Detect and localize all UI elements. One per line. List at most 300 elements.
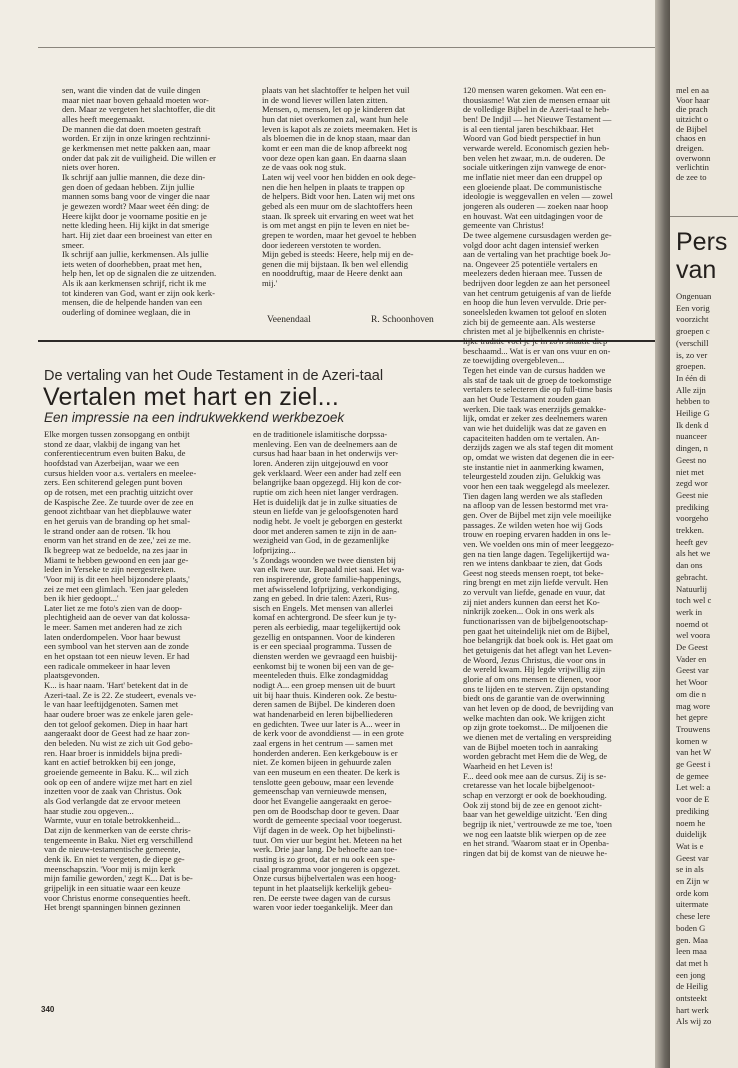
text-line: toch wel c	[676, 595, 712, 606]
text-line: die prach	[676, 104, 708, 115]
text-line: Woord van God biedt perspectief in hun	[463, 133, 601, 144]
text-line: denk ik. En niet te vergeten, de diepe ge-	[44, 853, 185, 864]
text-line: derzijds zagen we als staf tegen dit moment	[463, 442, 614, 453]
text-line: noemd ot	[676, 618, 709, 629]
text-line: beschaamd... Wat is er van ons vuur en on-	[463, 345, 611, 356]
text-line: eenkomst bij te wonen bij een van de ge-	[253, 660, 394, 671]
text-line: ren we intens dankbaar te zien, dat Gods	[463, 558, 603, 569]
text-line: mel en aa	[676, 85, 709, 95]
text-line: mijn familie geworden,' zegt K... Dat is be-	[44, 873, 193, 884]
text-line: en nooddruftig, maar de Heere denkt aan	[262, 268, 403, 279]
text-line: als God verlangde dat ze ervoor meteen	[44, 795, 181, 806]
text-line: tepunt in het plaatselijk kerkelijk gebeu-	[253, 882, 392, 893]
text-line: ouderling of dominee weglaan, die in	[62, 307, 191, 318]
text-line: dreigen.	[676, 142, 704, 153]
text-line: worden gebracht met Hem die de Weg, de	[463, 751, 608, 762]
text-line: Mijn gebed is steeds: Heere, help mij en de-	[262, 249, 414, 260]
text-line: grepen te worden, maar het gevoel te hebben	[262, 229, 417, 240]
text-line: pen om de Boodschap door te geven. Daar	[253, 805, 400, 816]
text-line: het Woor	[676, 677, 708, 688]
text-line: en het strand. 'Waarom staat er in Openba-	[463, 838, 609, 849]
text-line: In één di	[676, 372, 707, 383]
text-line: overwonn	[676, 152, 711, 163]
text-line: Geest var	[676, 852, 709, 863]
text-line: we nog een laatste blik wierpen op de zee	[463, 828, 607, 839]
text-line: niets over horen.	[62, 162, 120, 173]
text-line: is al een tiental jaren beschikbaar. Het	[463, 123, 594, 134]
text-line: iets weten of doorhebben, praat met hen,	[62, 258, 202, 269]
text-line: zaal ergens in het centrum — samen met	[253, 738, 393, 748]
text-line: Pers	[676, 228, 728, 256]
text-line: jongeren als ouderen — zoeken naar hoop	[463, 200, 609, 211]
article-column-2	[253, 430, 456, 1010]
text-line: ring brengt en met zijn liefde vervult. Hen	[463, 577, 609, 588]
text-line: ze de vaas ook nog stuk.	[262, 162, 347, 173]
text-line: Het brengt spanningen binnen gezinnen	[44, 902, 181, 913]
text-line: welke machten dan ook. We krijgen zicht	[463, 712, 606, 723]
text-line: meenteleden thuis. Elke zondagmiddag	[253, 670, 389, 681]
text-line: de Bijbel	[676, 123, 708, 134]
text-line: voorgeho	[676, 513, 709, 524]
text-line: dingen, n	[676, 443, 708, 454]
text-line: chese lere	[676, 911, 711, 922]
text-line: trouw en roeping ervaren hadden in ons le-	[463, 529, 611, 540]
article-headline: Vertalen met hart en ziel...	[43, 383, 340, 411]
text-line: wat handenarbeid en leren bijbelliederen	[253, 709, 393, 720]
text-line: leden in Yerseke te zijn neergestreken.	[44, 564, 176, 575]
text-line: op de rotsen, met een prachtig uitzicht over	[44, 486, 193, 497]
text-line: lijke traditie voel je je in zo'n situatie diep	[463, 336, 608, 347]
text-line: deren samen de Bijbel. De kinderen doen	[253, 699, 395, 710]
text-line: cursus hielden voor a.s. vertalers en meelee-	[44, 467, 197, 478]
text-line: genoot zichtbaar van het diepblauwe water	[44, 506, 192, 517]
text-line: gemeente van Christus!	[463, 220, 545, 231]
text-line: door iedereen verstoten te worden.	[262, 239, 382, 250]
top-column-2	[262, 86, 452, 311]
text-line: werk in	[676, 606, 703, 617]
byline-author: R. Schoonhoven	[371, 315, 434, 325]
text-line: prediking	[676, 805, 709, 816]
text-line: ren. Haar broer is inmiddels bijna predi-	[44, 747, 183, 758]
text-line: menleving. Een van de deelnemers aan de	[253, 438, 398, 449]
text-line: cursus had haar baan in het onderwijs ver-	[253, 448, 399, 459]
text-line: Geest nog steeds mensen roept, tot beke-	[463, 567, 604, 578]
text-line: De twee algemene cursusdagen werden ge-	[463, 229, 612, 240]
text-line: gen na tien lange dagen. Tegelijkertijd wa-	[463, 548, 610, 559]
text-line: van het leven op de dood, de bevrijding van	[463, 703, 614, 713]
text-line: aan het Oude Testament zouden gaan	[463, 394, 591, 404]
text-line: Onze cursus bijbelvertalen was een hoog-	[253, 873, 397, 884]
text-line: 120 mensen waren gekomen. Wat een en-	[463, 86, 607, 95]
text-line: Tien dagen lang werden we als stafleden	[463, 490, 603, 501]
text-line: hart werk	[676, 1004, 709, 1015]
text-line: gek verklaard. Weer een ander had zelf een	[253, 467, 402, 478]
text-line: ontsteekt	[676, 993, 708, 1003]
text-line: heeft gev	[676, 536, 708, 547]
text-line: aangeraakt door de Geest had ze haar zon-	[44, 728, 190, 739]
text-line: ruptie om zich heen niet langer verdragen.	[253, 486, 399, 497]
text-line: gebed als een muur om de slachtoffers heen	[262, 200, 413, 211]
text-line: diensten werden we gevraagd een huisbij-	[253, 651, 398, 662]
text-line: Als wij zo	[676, 1016, 712, 1027]
text-line: meelezers deden hieraan mee. Tussen de	[463, 268, 603, 279]
text-line: nodig hebt. Je voelt je geborgen en gesterkt	[253, 515, 403, 526]
text-line: onder dat pak zit de vuiligheid. Die willen er	[62, 152, 216, 163]
text-line: Wat is e	[676, 840, 704, 851]
text-line: 's Zondags woonden we twee diensten bij	[253, 554, 396, 565]
text-line: de Woord, Jezus Christus, die voor ons in	[463, 654, 606, 665]
text-line: ninkrijk zoeken... Ook in ons werk als	[463, 606, 595, 617]
text-line: christen met al je bijbelkennis en christe-	[463, 326, 605, 337]
text-line: Miami te hebben gewoond en een jaar ge-	[44, 554, 189, 565]
text-line: lofprijzing...	[253, 544, 296, 555]
text-line: Vader en	[676, 653, 707, 664]
text-line: met afwisselend lofprijzing, verkondiging,	[253, 583, 400, 594]
text-line: de helpers. Bidt voor hen. Laten wij met ons	[262, 191, 415, 202]
text-line: Let wel: a	[676, 782, 711, 793]
text-line: K... is haar naam. 'Hart' betekent dat in de	[44, 680, 188, 691]
text-line: ste instantie niet in aanmerking kwamen,	[463, 461, 604, 472]
text-line: leven is kapot als ze zoiets meemaken. Het is	[262, 123, 418, 134]
text-line: op zijn grote toekomst... De miljoenen die	[463, 722, 608, 733]
text-line: ge Geest i	[676, 759, 711, 769]
text-line: vertalers te selecteren die op full-time basis	[463, 384, 613, 395]
text-line: sen, want die vinden dat de vuile dingen	[62, 86, 201, 95]
text-line: als het we	[676, 548, 711, 559]
text-line: op, omdat we wisten dat degenen die in eer-	[463, 451, 615, 462]
text-line: verwarde wereld. Economisch gezien heb-	[463, 142, 610, 153]
text-line: capaciteiten hadden om te vertalen. An-	[463, 432, 600, 443]
text-line: voorzicht	[676, 314, 709, 325]
text-line: le van haar leeftijdgenoten. Samen met	[44, 699, 179, 710]
text-line: ren inspirerende, grote familie-happenings,	[253, 573, 402, 584]
text-line: en hoop die hun leven vervulde. Drie per-	[463, 297, 607, 308]
text-line: thousiasme! Wat zien de mensen ernaar uit	[463, 94, 611, 105]
text-line: worden. Er zijn in onze kringen rechtzinni-	[62, 133, 211, 144]
text-line: kant en actief betrokken bij een jonge,	[44, 757, 176, 768]
text-line: tuut. Om vier uur begint het. Meteen na het	[253, 834, 402, 845]
right-page	[670, 0, 738, 1068]
top-column-1	[62, 86, 252, 320]
text-line: functionarissen van de bijbelgenootschap-	[463, 616, 608, 627]
text-line: van het W	[676, 747, 712, 758]
text-line: Ongenuan	[676, 291, 712, 301]
text-line: en de traditionele islamitische dorpssa-	[253, 430, 388, 439]
text-line: komt er een man die de knop afbreekt nog	[262, 142, 408, 153]
text-line: groepen c	[676, 326, 710, 337]
text-line: stond ze daar, vlakbij de ingang van het	[44, 438, 181, 449]
text-line: voor de E	[676, 794, 710, 805]
text-line: we dienen met de vertaling en verspreiding	[463, 731, 612, 742]
text-line: schap en verzorgt er ook de boekhouding.	[463, 789, 607, 800]
text-line: het getuigenis dat het aflegt van het Leven-	[463, 645, 612, 656]
text-line: Alle zijn	[676, 384, 706, 395]
text-line: boden G	[676, 922, 706, 933]
text-line: help hen, let op de signalen die ze uitzenden.	[62, 268, 217, 279]
text-line: hoofdstad van Azerbeijan, waar we een	[44, 457, 180, 468]
text-line: Tegen het einde van de cursus hadden we	[463, 365, 606, 376]
text-line: wel voora	[676, 630, 711, 641]
text-line: rusting is zo groot, dat er nu ook een spe-	[253, 853, 396, 864]
text-line: hun dat niet overkomen zal, want hun hele	[262, 113, 409, 124]
text-line: een jong	[676, 969, 706, 980]
text-line: lijk, omdat er zeker zes deelnemers waren	[463, 413, 608, 424]
text-line: maar niet naar boven gehaald moeten wor-	[62, 94, 209, 105]
text-line: glorie af om ons mensen te dienen, voor	[463, 674, 601, 685]
text-line: en Zijn w	[676, 876, 709, 886]
text-line: leen maa	[676, 946, 707, 957]
text-line: haar oudere broer was ze enkele jaren gele-	[44, 709, 194, 720]
text-line: is om met angst en pijn te leven en niet be-	[262, 220, 410, 231]
text-line: ben velen het zwaar, m.n. de ouderen. De	[463, 152, 606, 163]
text-line: groepen.	[676, 361, 706, 372]
text-line: de Heilig	[676, 981, 708, 992]
text-line: Ik denk d	[676, 419, 709, 430]
text-line: van elk twee uur. Bepaald niet saai. Het wa-	[253, 564, 405, 575]
text-line: Heilige G	[676, 408, 710, 418]
text-line: wezigheid van God, in de gezamenlijke	[253, 535, 390, 546]
text-line: pen gaat het uiteindelijk niet om de Bijbel,	[463, 625, 610, 636]
text-line: teleurgesteld zouden zijn. Gelukkig was	[463, 471, 601, 482]
text-line: Laten wij veel voor hen bidden en ook dege-	[262, 171, 416, 182]
text-line: F... deed ook mee aan de cursus. Zij is se-	[463, 770, 607, 781]
text-line: je gewezen wordt? Maar weet één ding: de	[62, 200, 210, 211]
text-line: plaatsgevonden.	[44, 670, 100, 681]
text-line: Waarheid en het Leven is!	[463, 760, 553, 771]
text-line: nuanceer	[676, 431, 708, 442]
text-line: ringen dat bij de komst van de nieuwe he-	[463, 847, 608, 858]
text-line: conferentiecentrum even buiten Baku, de	[44, 448, 186, 459]
text-line: om die n	[676, 688, 707, 699]
text-line: Geest no	[676, 454, 707, 465]
text-line: ge kerkmensen met nette pakken aan, maar	[62, 142, 211, 153]
text-line: ben! De Indjil — het Nieuwe Testament —	[463, 113, 612, 124]
text-line: Heere kijkt door je voorname positie en je	[62, 210, 207, 221]
text-line: duidelijk	[676, 829, 707, 840]
text-line: plechtigheid aan de oever van dat kolossa-	[44, 612, 191, 623]
text-line: den tot geloof gekomen. Diep in haar hart	[44, 718, 188, 729]
article-subhead: Een impressie na een indrukwekkend werkbezoek	[44, 410, 345, 425]
text-line: de volledige Bijbel in de Azeri-taal te heb-	[463, 104, 610, 115]
text-line: le strand onder aan de rotsen. 'Ik hou	[44, 525, 171, 536]
byline-place: Veenendaal	[267, 315, 311, 325]
text-line: een symbool van het sterven aan de zonde	[44, 641, 189, 652]
page-number: 340	[41, 1005, 55, 1014]
text-line: gemeenschap van vernieuwde mensen,	[253, 786, 387, 797]
text-line: de zee to	[676, 171, 707, 182]
text-line: belangrijke baan opgezegd. Hij kon de cor-	[253, 477, 402, 488]
text-line: Geest var	[676, 665, 709, 676]
text-line: uitzicht o	[676, 113, 709, 124]
text-line: De Geest	[676, 642, 708, 652]
text-line: als staf de taak uit de groep de toekomstige	[463, 374, 612, 385]
text-line: ciaal programma voor jongeren is opgezet.	[253, 863, 400, 874]
text-line: gen doen of gedaan hebben. Zijn jullie	[62, 181, 195, 192]
text-line: Later liet ze me foto's zien van de doop-	[44, 602, 183, 613]
text-line: als bloemen die in de knop staan, maar dan	[262, 133, 411, 144]
text-line: laten onderdompelen. Voor haar bewust	[44, 631, 181, 642]
text-line: van een museum en een theater. De kerk is	[253, 766, 400, 777]
text-line: de gemee	[676, 770, 709, 781]
text-line: en het geruis van de branding op het smal-	[44, 515, 191, 526]
text-line: tengemeente in Baku. Niet erg verschillend	[44, 834, 193, 845]
text-line: Als ik aan kerkmensen schrijf, richt ik me	[62, 278, 207, 289]
text-line: cretaresse van het locale bijbelgenoot-	[463, 780, 595, 791]
text-line: van het centrum getuigenis af van de liefde	[463, 287, 612, 298]
text-line: biedt ons de garantie van de overwinning	[463, 693, 605, 704]
text-line: nette kleding heen. Hij kijkt in dat smerige	[62, 220, 210, 231]
text-line: en het opstaan tot een nieuw leven. Er had	[44, 651, 190, 662]
text-line: een radicale ommekeer in haar leven	[44, 660, 171, 671]
text-line: sisch en Engels. Met mensen van allerlei	[253, 602, 394, 613]
text-line: den beleden. Nu wist ze zich uit God gebo-	[44, 738, 193, 748]
text-line: mag wore	[676, 700, 711, 711]
text-line: aan de vertaling van het prachtige boek Jo-	[463, 249, 611, 260]
text-line: wordt de gemeente speciaal voor toegerust.	[253, 815, 402, 826]
text-line: ren. De eerste twee dagen van de cursus	[253, 892, 391, 903]
text-line: en houvast. Wat een uitdagingen voor de	[463, 210, 603, 221]
text-line: Geest nie	[676, 489, 709, 500]
text-line: zang en gebed. In drie talen: Azeri, Rus-	[253, 593, 392, 604]
text-line: smeer.	[62, 239, 85, 250]
text-line: in de wond liever willen laten zitten.	[262, 94, 388, 105]
text-line: Het is duidelijk dat je in zulke situaties de	[253, 496, 398, 507]
text-line: Dat zijn de kenmerken van de eerste chris-	[44, 824, 191, 835]
text-line: tenslotte geen gebouw, maar een levende	[253, 776, 394, 787]
text-line: volgd door acht dagen intensief werken	[463, 239, 599, 250]
text-line: mensen, die de helpende handen van een	[62, 297, 203, 308]
text-line: plaats van het slachtoffer te helpen het vuil	[262, 86, 410, 95]
text-line: Azeri-taal. Ze is 22. Ze studeert, evenals ve-	[44, 689, 197, 700]
text-line: haar studie zou opgeven...	[44, 805, 134, 816]
text-line: uit bij haar thuis. Kinderen ook. Ze bestu-	[253, 689, 397, 700]
text-line: mij.'	[262, 278, 278, 289]
text-line: passages. Ze wilden weten hoe wij Gods	[463, 519, 603, 530]
text-line: ideologie is weggevallen en velen — zowel	[463, 191, 613, 202]
text-line: tot kinderen van God, want er zijn ook kerk-	[62, 287, 215, 298]
text-line: enorm van het strand en de zee,' zei ze me.	[44, 535, 191, 546]
text-line: inzetten voor de zaak van Christus. Ook	[44, 786, 182, 797]
text-line: me inflatie niet meer dan een druppel op	[463, 171, 603, 182]
text-line: nen die hen helpen in plaats te trappen op	[262, 181, 405, 192]
text-line: ons te lijden en te sterven. Zijn opstanding	[463, 683, 610, 694]
text-line: Voor haar	[676, 94, 710, 105]
text-line: de kerk voor de avonddienst — in een grote	[253, 728, 404, 739]
text-line: gebracht.	[676, 571, 708, 582]
text-line: bedrijven door legden ze aan het personeel	[463, 278, 610, 289]
text-line: dat met h	[676, 957, 708, 968]
text-line: ook op een of andere wijze met hart en ziel	[44, 776, 193, 787]
text-line: hart. Hij ziet daar een broeinest van etter en	[62, 229, 213, 240]
text-line: Vijf dagen in de week. Op het bijbelinsti-	[253, 824, 396, 835]
text-line: hoe belangrijk dat boek ook is. Het gaat om	[463, 635, 614, 646]
text-line: zich bij de gemeente aan. Als westerse	[463, 316, 596, 327]
text-line: honderden anderen. Een kerkgebouw is er	[253, 747, 398, 758]
text-line: werk. Drie jaar lang. De behoefte aan toe-	[253, 844, 398, 855]
text-line: voor hen een taak weggelegd als meelezer.	[463, 480, 610, 491]
text-line: hebben to	[676, 396, 710, 407]
text-line: Een vorig	[676, 302, 710, 313]
text-line: peren als eerbiedig, maar tegelijkertijd ook	[253, 622, 401, 633]
text-line: van de nieuw-testamentische gemeente,	[44, 844, 181, 855]
text-line: Mensen, o, mensen, let op je kinderen dat	[262, 104, 406, 115]
text-line: komen w	[676, 735, 708, 746]
article-kicker: De vertaling van het Oude Testament in de Azeri-taal	[44, 368, 384, 384]
text-line: is er een speciaal programma. Tussen de	[253, 641, 392, 652]
text-line: Ik schrijf aan jullie, kerkmensen. Als jullie	[62, 249, 209, 260]
text-line: prediking	[676, 501, 709, 512]
text-line: Ik begreep wat ze bedoelde, na zes jaar in	[44, 544, 188, 555]
text-line: Trouwens	[676, 723, 711, 734]
article-column-1	[44, 430, 247, 1010]
text-line: nodigt A... een groep mensen uit de buurt	[253, 680, 396, 691]
top-divider	[38, 47, 656, 48]
text-line: se in als	[676, 864, 704, 875]
text-line: dan ons	[676, 560, 703, 571]
text-line: na afloop van de lessen bestormd met vra-	[463, 500, 609, 511]
text-line: soneelsleden kwamen tot geloof en sloten	[463, 307, 607, 318]
text-line: waren voor ieder toegankelijk. Meer dan	[253, 902, 393, 913]
text-line: werken. Die taak was enerzijds gemakke-	[463, 403, 607, 414]
text-line: van wie het duidelijk was dat ze gaven en	[463, 422, 607, 433]
text-line: baar van het geweldige uitzicht. 'Een ding	[463, 809, 608, 820]
text-line: genen die mij bijstaan. Ik ben wel ellendig	[262, 258, 409, 269]
text-line: Natuurlij	[676, 583, 708, 594]
article-column-3	[463, 86, 653, 1011]
text-line: gezellig en ontspannen. Voor de kinderen	[253, 631, 395, 642]
text-line: na. Ongeveer 25 potentiële vertalers en	[463, 258, 598, 269]
text-line: is, zo ver	[676, 349, 708, 360]
text-line: sociale uitkeringen zijn vanwege de enor-	[463, 162, 607, 173]
text-line: van	[676, 256, 717, 284]
text-line: gen. Maa	[676, 934, 708, 945]
text-line: orde kom	[676, 887, 709, 898]
text-line: ben ik hier gedoopt...'	[44, 593, 119, 604]
text-line: zei ze met een glimlach. 'Een jaar geleden	[44, 583, 189, 594]
text-line: le meer. Samen met anderen had ze zich	[44, 622, 182, 633]
text-line: zo vervult van liefde, genade en vuur, dat	[463, 587, 606, 598]
text-line: zij niet anders kunnen dan eerst het Ko-	[463, 596, 600, 607]
text-line: uitermate	[676, 899, 709, 910]
text-line: en gedichten. Twee uur later is A... weer in	[253, 718, 401, 729]
text-line: niet. Ze komen bijeen in gehuurde zalen	[253, 757, 392, 768]
text-line: zers. Een schiterend gelegen punt boven	[44, 477, 183, 488]
text-line: komaf en achtergrond. De sfeer kun je ty-	[253, 612, 397, 623]
text-line: mannen soms bang voor de vinger die naar	[62, 191, 210, 202]
text-line: noem he	[676, 817, 706, 828]
text-line: grijpelijk in een situatie waar een keuze	[44, 882, 181, 893]
text-line: zegd wor	[676, 478, 708, 489]
text-line: 'Voor mij is dit een heel bijzondere plaats,'	[44, 573, 190, 584]
text-line: Ik schrijf aan jullie mannen, die deze din-	[62, 171, 206, 182]
text-line: de Kaspische Zee. Ze tuurde over de zee en	[44, 496, 194, 507]
text-line: ven. We voelden ons min of meer leeggezo-	[463, 538, 614, 549]
right-page-divider	[670, 216, 738, 217]
text-line: niet met	[676, 466, 704, 477]
text-line: Warmte, vuur en totale betrokkenheid...	[44, 815, 181, 826]
text-line: verlichtin	[676, 162, 709, 173]
text-line: groeiende gemeente in Baku. K... wil zich	[44, 766, 189, 777]
text-line: De mannen die dat doen moeten gestraft	[62, 123, 201, 134]
text-line: loren. Anderen zijn uitgejouwd en voor	[253, 457, 389, 468]
text-line: voor Christus enorme consequenties heeft.	[44, 892, 191, 903]
text-line: alles heeft meegemaakt.	[62, 113, 145, 124]
text-line: steun en liefde van je geloofsgenoten hard	[253, 506, 399, 517]
text-line: begrijp ik niet,' vertrouwde ze me toe, 'toen	[463, 818, 612, 829]
text-line: den. Maar ze vergeten het slachtoffer, die dit	[62, 104, 216, 115]
text-line: Elke morgen tussen zonsopgang en ontbijt	[44, 430, 190, 439]
text-line: Ook zij stond bij de zee en genoot zicht-	[463, 799, 602, 810]
